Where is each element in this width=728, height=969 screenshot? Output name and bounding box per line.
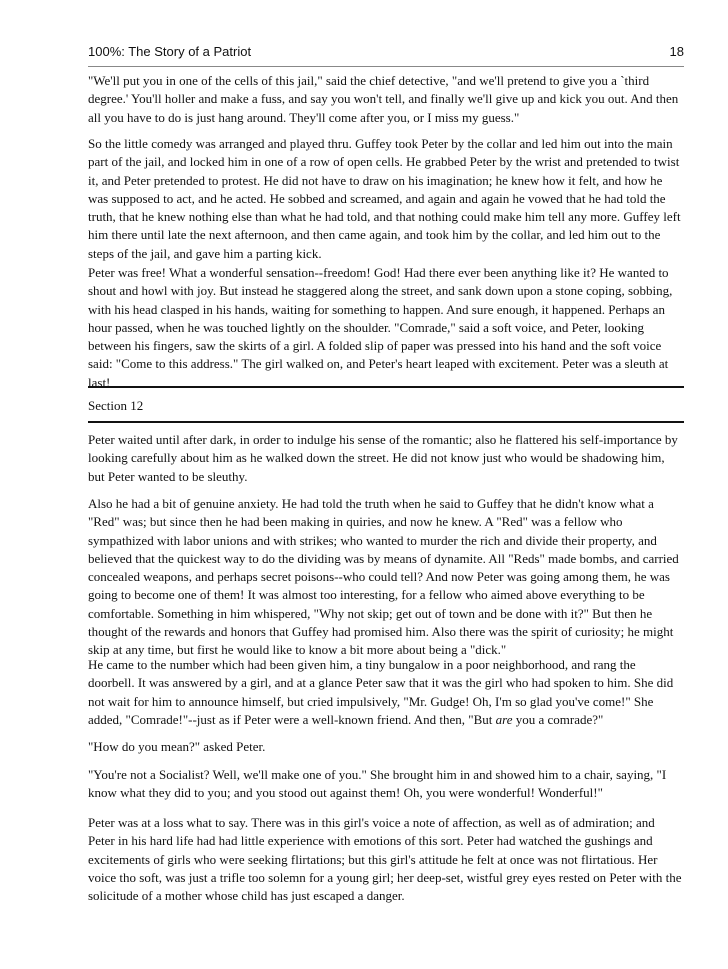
paragraph-text: you a comrade?" <box>512 711 604 727</box>
paragraph: Peter was free! What a wonderful sensation--freedom! God! Had there ever been anything like it? He wanted to shout and howl with joy. But instead he staggered along the street, and sank down upon a stone coping, sobbing, with his head clasped in his hands, waiting for something to happen. And sure enough, it happened. Perhaps an hour passed, when he was touched lightly on the shoulder. "Comrade," said a soft voice, and Peter, looking between his fingers, saw the skirts of a girl. A folded slip of paper was pressed into his hand and the soft voice said: "Come to this address." The girl walked on, and Peter's heart leaped with excitement. Peter was a sleuth at last! <box>88 265 673 390</box>
paragraph <box>88 656 684 729</box>
emphasis-text: are <box>495 711 513 727</box>
page-number: 18 <box>669 44 684 59</box>
section-divider-top <box>88 386 684 388</box>
paragraph: Peter was at a loss what to say. There was in this girl's voice a note of affection, as well as of admiration; and Peter in his hard life had had little experience with emotions of this sort. Peter had watched the gushings and excitements of girls who were seeking flirtations; but this girl's attitude he felt at once was not flirtatious. Her voice tho soft, was just a trifle too solemn for a young girl; her deep-set, wistful grey eyes rested on Peter with the solicitude of a mother whose child has just escaped a danger. <box>88 815 682 904</box>
section-heading: Section 12 <box>88 398 144 413</box>
paragraph: "How do you mean?" asked Peter. <box>88 739 266 754</box>
header-divider <box>88 66 684 67</box>
paragraph: Also he had a bit of genuine anxiety. He had told the truth when he said to Guffey that he didn't know what a "Red" was; but since then he had been making in quiries, and now he knew. A "Red" was a fellow who sympathized with labor unions and with strikes; who wanted to murder the rich and divide their property, and believed that the quickest way to do the dividing was by means of dynamite. All "Reds" made bombs, and carried concealed weapons, and perhaps secret poisons--who could tell? And now Peter was going among them, he was going to become one of them! It was almost too interesting, for a fellow who aimed above everything to be comfortable. Something in him whispered, "Why not skip; get out of town and be done with it?" But then he thought of the rewards and honors that Guffey had promised him. Also there was the spirit of curiosity; he might skip at any time, but first he would like to know a bit more about being a "dick." <box>88 496 679 658</box>
paragraph: So the little comedy was arranged and played thru. Guffey took Peter by the collar and led him out into the main part of the jail, and locked him in one of a row of open cells. He grabbed Peter by the wrist and pretended to twist it, and Peter pretended to protest. He did not have to draw on his imagination; he knew how it felt, and how he was supposed to act, and he acted. He sobbed and screamed, and again and again he vowed that he had told the truth, that he knew nothing else than what he had told, and that nothing could make him tell any more. Guffey left him there until late the next afternoon, and then came again, and took him by the collar, and led him out to the steps of the jail, and gave him a parting kick. <box>88 136 681 261</box>
section-divider-bottom <box>88 421 684 423</box>
paragraph: Peter waited until after dark, in order to indulge his sense of the romantic; also he flattered his self-importance by looking carefully about him as he walked down the street. He did not know just who would be shadowing him, but Peter wanted to be sleuthy. <box>88 432 678 484</box>
paragraph: "You're not a Socialist? Well, we'll make one of you." She brought him in and showed him to a chair, saying, "I know what they did to you; and you stood out against them! Oh, you were wonderful! Wonderful!" <box>88 767 667 801</box>
book-title: 100%: The Story of a Patriot <box>88 44 252 59</box>
paragraph: "We'll put you in one of the cells of this jail," said the chief detective, "and we'll pretend to give you a `third degree.' You'll holler and make a fuss, and say you won't tell, and finally we'll give up and kick you out. And then all you have to do is just hang around. They'll come after you, or I miss my guess." <box>88 73 679 125</box>
paragraph-text: He came to the number which had been given him, a tiny bungalow in a poor neighborhood, and rang the doorbell. It was answered by a girl, and at a glance Peter saw that it was the girl who had spoken to him. She did not wait for him to announce himself, but cried impulsively, "Mr. Gudge! Oh, I'm so glad you've come!" She added, "Comrade!"--just as if Peter were a well-known friend. And then, "But <box>88 657 674 727</box>
